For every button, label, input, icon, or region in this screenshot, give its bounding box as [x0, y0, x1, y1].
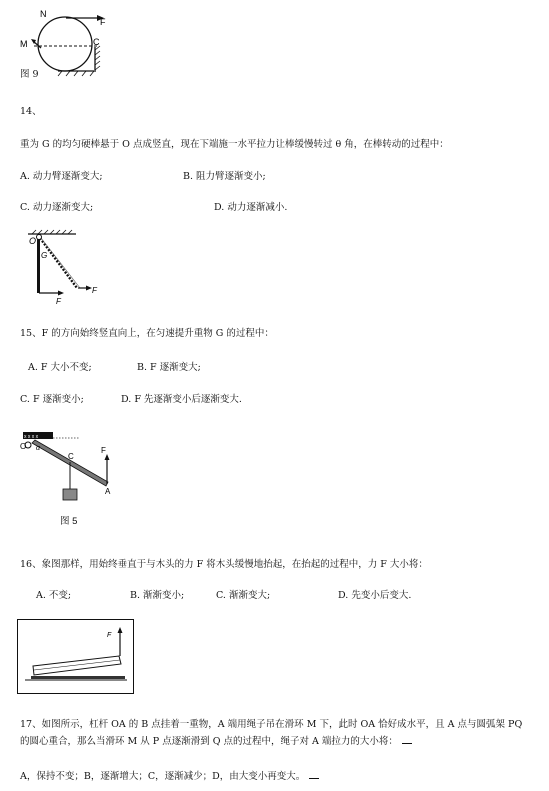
label-f1: F: [56, 297, 61, 306]
q17-answer-wrap: [20, 768, 319, 782]
q15-stem: 15、F 的方向始终竖直向上，在匀速提升重物 G 的过程中：: [20, 328, 274, 339]
q16-option-a: A. 不变;: [36, 590, 72, 601]
q17-answer-blank-2[interactable]: [309, 769, 319, 779]
q14-option-d: D. 动力逐渐减小.: [214, 202, 288, 213]
figure-q16: [17, 619, 135, 695]
rotated-rod: [40, 238, 77, 288]
label-f: F: [107, 632, 112, 639]
q17-answer-blank[interactable]: [402, 734, 412, 744]
q14-stem: 重为 G 的均匀硬棒悬于 O 点成竖直，现在下端施一水平拉力让棒缓慢转过 θ 角，在棒转动的过程中：: [20, 139, 449, 150]
fig5-caption: 图 5: [60, 516, 78, 527]
q15-option-d: D. F 先逐渐变小后逐渐变大.: [121, 394, 242, 405]
q14-option-b: B. 阻力臂逐渐变小;: [183, 171, 266, 182]
label-m: M: [20, 39, 28, 49]
label-f: F: [101, 446, 106, 455]
label-n: N: [40, 9, 47, 19]
q14-number: 14、: [20, 106, 42, 117]
ground-strip: [31, 676, 125, 679]
q15-option-c: C. F 逐渐变小;: [20, 394, 84, 405]
svg-text:x x x x: x x x x: [24, 434, 39, 440]
figure-q14: [18, 226, 108, 306]
label-g: G: [41, 251, 48, 260]
q15-option-a: A. F 大小不变;: [28, 362, 92, 373]
label-alpha: α: [36, 445, 40, 452]
force-f1-arrow-icon: [58, 291, 64, 296]
vertical-rod: [37, 236, 40, 293]
q16-option-b: B. 渐渐变小;: [130, 590, 185, 601]
label-f: F: [100, 17, 106, 27]
label-a: A: [105, 487, 111, 496]
label-c: C: [93, 37, 100, 47]
q17-line2-wrap: [20, 733, 412, 747]
label-c: C: [68, 452, 74, 461]
fig9-caption: 图 9: [20, 69, 39, 80]
q17-answer-text: A，保持不变；B，逐渐增大；C，逐渐减少；D，由大变小再变大。: [20, 771, 306, 782]
wheel-circle: [38, 17, 92, 71]
label-o: O: [20, 442, 27, 451]
weight-block: [63, 489, 77, 500]
pivot-o: [37, 235, 42, 240]
q16-option-d: D. 先变小后变大.: [338, 590, 412, 601]
q16-stem: 16、象图那样，用始终垂直于与木头的力 F 将木头缓慢地抬起，在抬起的过程中，力 F 大小将：: [20, 559, 428, 570]
q15-option-b: B. F 逐渐变大;: [137, 362, 201, 373]
q17-line1: 17、如图所示，杠杆 OA 的 B 点挂着一重物，A 端用绳子吊在滑环 M 下，此时 OA 恰好成水平，且 A 点与圆弧架 PQ: [20, 719, 523, 730]
q14-option-c: C. 动力逐渐变大;: [20, 202, 94, 213]
q14-option-a: A. 动力臂逐渐变大;: [20, 171, 103, 182]
figure-5: [20, 430, 120, 510]
q16-option-c: C. 渐渐变大;: [216, 590, 271, 601]
q17-line2: 的圆心重合，那么当滑环 M 从 P 点逐渐滑到 Q 点的过程中，绳子对 A 端拉力的大小将：: [20, 736, 398, 747]
label-f2: F: [92, 286, 97, 295]
label-o: O: [29, 236, 37, 246]
